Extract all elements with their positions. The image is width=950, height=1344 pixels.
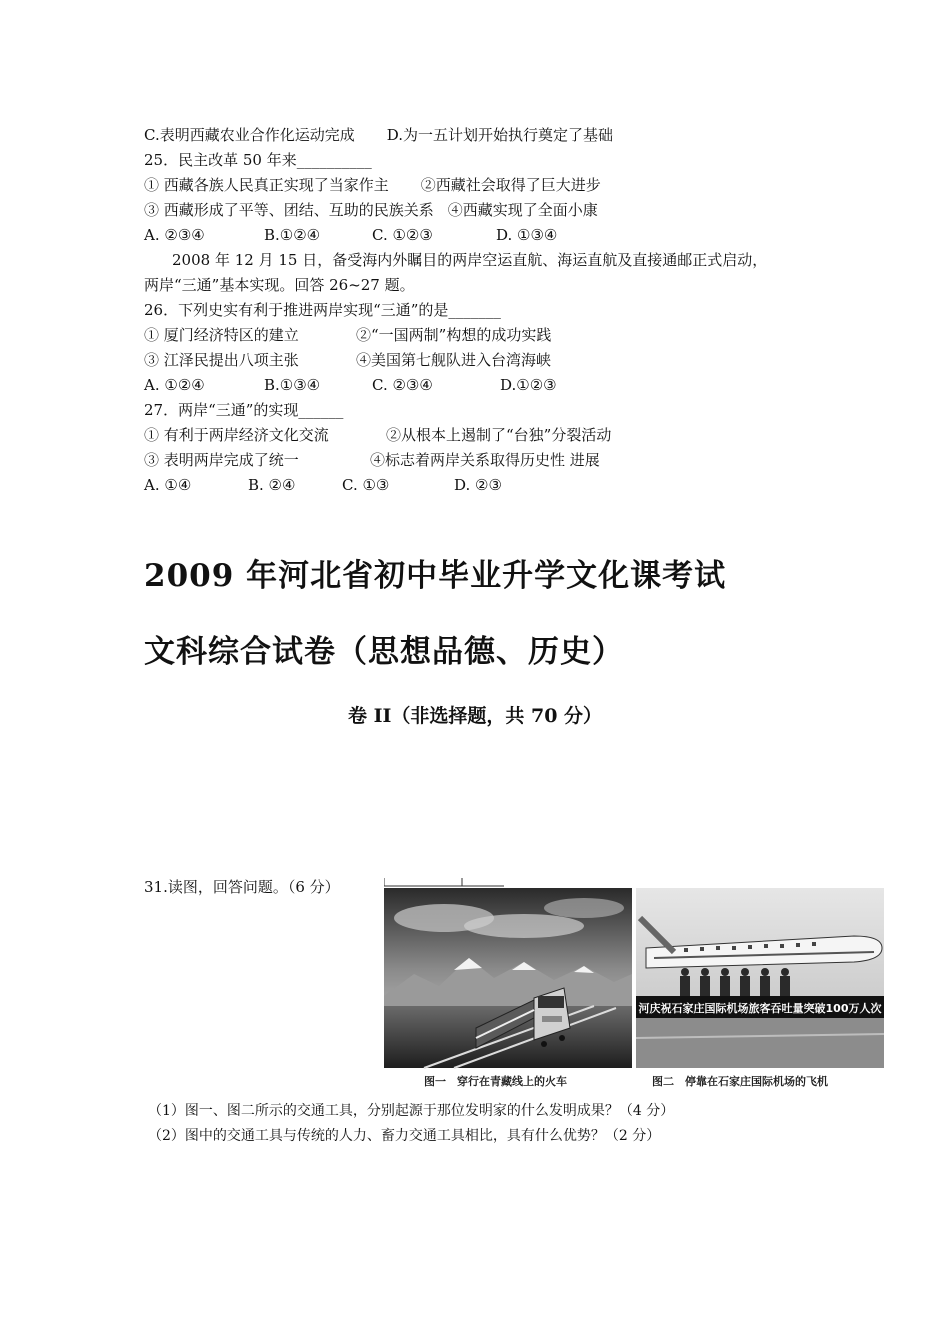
q24-option-d: D.为一五计划开始执行奠定了基础 — [386, 126, 613, 144]
banner-text: 河庆祝石家庄国际机场旅客吞吐量突破100万人次 — [638, 1002, 882, 1015]
q26-statement-4: ④美国第七舰队进入台湾海峡 — [356, 351, 552, 369]
q25-statement-4: ④西藏实现了全面小康 — [447, 201, 598, 219]
q25-option-b: B.①②④ — [264, 226, 321, 244]
q26-statement-3: ③ 江泽民提出八项主张 — [144, 351, 299, 369]
q26-statement-2: ②“一国两制”构想的成功实践 — [356, 326, 552, 344]
q31-subquestion-1: （1）图一、图二所示的交通工具，分别起源于那位发明家的什么发明成果？（4 分） — [148, 1103, 675, 1119]
q27-option-d: D. ②③ — [454, 476, 502, 494]
exam-section-title: 卷 II（非选择题，共 70 分） — [347, 705, 603, 727]
q25-options — [144, 224, 557, 246]
q27-statement-2: ②从根本上遏制了“台独”分裂活动 — [386, 426, 612, 444]
q31-figure — [384, 878, 886, 1092]
q27-statement-1: ① 有利于两岸经济文化交流 — [144, 426, 329, 444]
q27-statement-4: ④标志着两岸关系取得历史性 进展 — [370, 451, 600, 469]
figure-1-caption: 图一 穿行在青藏线上的火车 — [424, 1075, 567, 1088]
q27-option-a: A. ①④ — [144, 476, 192, 494]
q27-stem: 27．两岸“三通”的实现______ — [144, 401, 344, 419]
q27-statements-row2 — [144, 449, 600, 471]
q27-option-c: C. ①③ — [342, 476, 390, 494]
q26-option-d: D.①②③ — [500, 376, 557, 394]
q25-option-c: C. ①②③ — [372, 226, 433, 244]
q24-options-cd — [144, 124, 613, 146]
q27-option-b: B. ②④ — [248, 476, 296, 494]
q25-option-d: D. ①③④ — [496, 226, 558, 244]
q25-statement-2: ②西藏社会取得了巨大进步 — [420, 176, 601, 194]
q25-statement-1: ① 西藏各族人民真正实现了当家作主 — [144, 176, 389, 194]
q27-statements-row1 — [144, 424, 611, 446]
q26-statements-row1 — [144, 324, 551, 346]
q31-subquestion-2: （2）图中的交通工具与传统的人力、畜力交通工具相比，具有什么优势？（2 分） — [148, 1128, 661, 1144]
q26-option-a: A. ①②④ — [144, 376, 205, 394]
q25-stem: 25．民主改革 50 年来__________ — [144, 151, 372, 169]
q26-statement-1: ① 厦门经济特区的建立 — [144, 326, 299, 344]
q31-stem: 31.读图，回答问题。（6 分） — [144, 878, 340, 896]
figure-2-airplane-photo — [636, 888, 884, 1068]
figure-1-train-photo — [384, 888, 632, 1068]
q26-options — [144, 374, 557, 396]
q26-stem: 26．下列史实有利于推进两岸实现“三通”的是_______ — [144, 301, 501, 319]
q24-option-c: C.表明西藏农业合作化运动完成 — [144, 126, 355, 144]
exam-title-line-2: 文科综合试卷（思想品德、历史） — [144, 634, 624, 670]
figure-top-lines — [384, 878, 504, 886]
q26-option-b: B.①③④ — [264, 376, 321, 394]
q31-figure-svg — [384, 878, 886, 1092]
passage-line-1: 2008 年 12 月 15 日，备受海内外瞩目的两岸空运直航、海运直航及直接通邮正式启动， — [172, 251, 768, 269]
q25-option-a: A. ②③④ — [144, 226, 205, 244]
q25-statements-row1 — [144, 174, 601, 196]
passage-line-2: 两岸“三通”基本实现。回答 26~27 题。 — [144, 276, 415, 294]
q27-statement-3: ③ 表明两岸完成了统一 — [144, 451, 299, 469]
exam-title-line-1: 2009 年河北省初中毕业升学文化课考试 — [144, 558, 727, 594]
figure-2-caption: 图二 停靠在石家庄国际机场的飞机 — [652, 1075, 828, 1088]
q27-options — [144, 474, 502, 496]
q25-statement-3: ③ 西藏形成了平等、团结、互助的民族关系 — [144, 201, 434, 219]
q25-statements-row2 — [144, 199, 598, 221]
q26-statements-row2 — [144, 349, 551, 371]
q26-option-c: C. ②③④ — [372, 376, 433, 394]
